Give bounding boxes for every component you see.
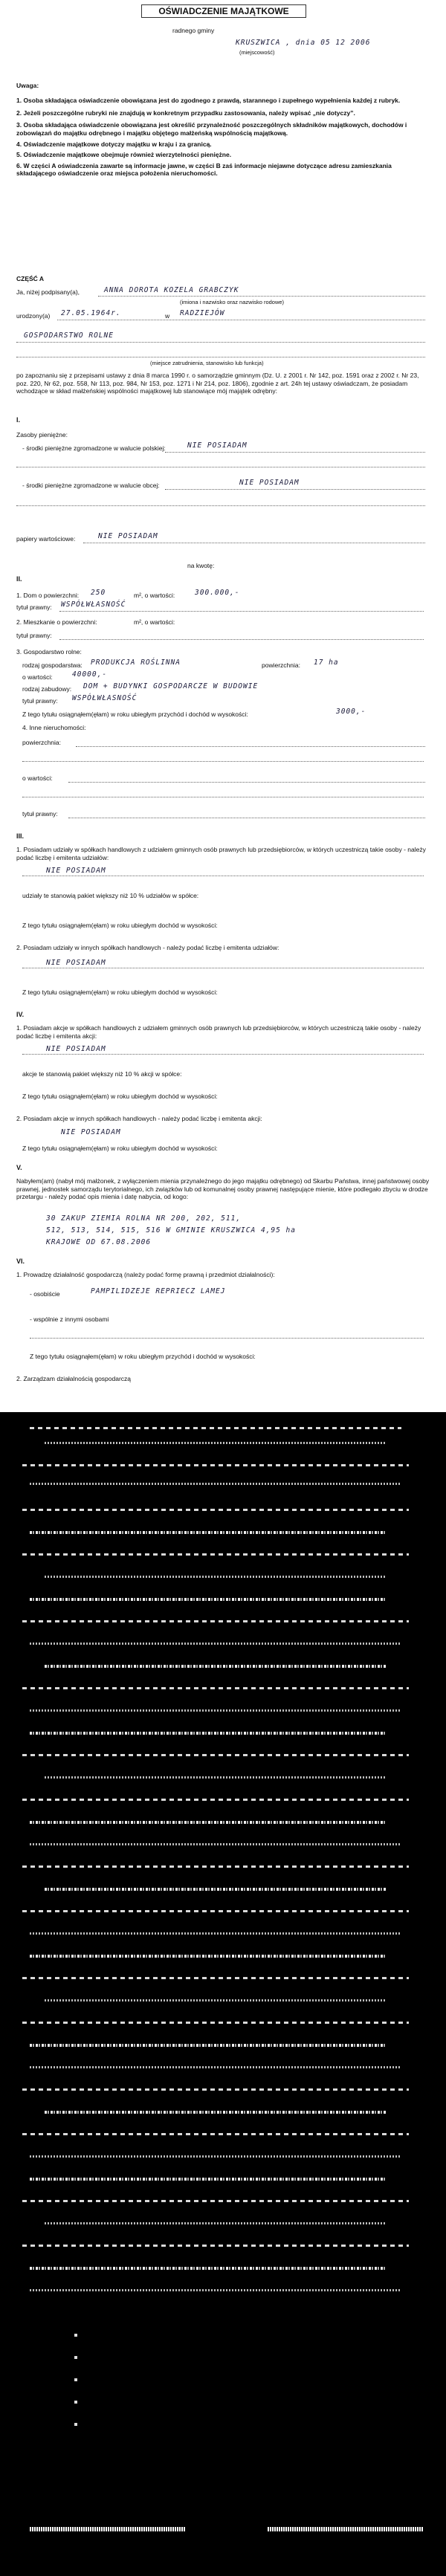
instruction-item: 1. Osoba składająca oświadczenie obowiązana jest do zgodnego z prawdą, starannego i zupełnego wypełnienia każdej z rubryk. [16,97,401,104]
amount-label: na kwotę: [187,562,215,569]
other-area-line [22,761,424,762]
iv-p1-pkt: akcje te stanowią pakiet większy niż 10 % akcji w spółce: [22,1070,182,1078]
scan-noise-line [30,1843,401,1845]
farm-type-label: rodzaj gospodarstwa: [22,661,83,669]
farm-income: 3000,- [336,708,366,716]
house-area: 250 [91,589,106,597]
farm-title-label: tytuł prawny: [22,697,58,705]
securities-value: NIE POSIADAM [98,532,158,540]
section-v-label: V. [16,1164,22,1171]
flat-value-label: m², o wartości: [134,618,175,626]
scan-noise-line [30,2289,401,2291]
born-date: 27.05.1964r. [61,309,121,317]
farm-value: 40000,- [72,670,108,679]
iv-p1: 1. Posiadam akcje w spółkach handlowych z udziałem gminnych osób prawnych lub przedsiębiorców, w których uczestniczą takie osoby - należy podać liczbę i emitenta akcji: [16,1024,421,1040]
scan-noise-line [22,1799,409,1801]
scan-noise-line [45,2111,387,2114]
scan-noise-line [30,2066,401,2068]
scan-noise-line [30,1932,401,1935]
vi-osobiscie-value: PAMPILIDZEJE REPRIECZ LAMEJ [91,1287,226,1295]
name-line [98,296,425,297]
house-label: 1. Dom o powierzchni: [16,592,80,599]
other-area-line [76,746,425,747]
scan-noise-line [30,1483,401,1485]
other-value-line [68,782,425,783]
vi-income: Z tego tytułu osiągnąłem(ęłam) w roku ubiegłym przychód i dochód w wysokości: [30,1353,256,1360]
flat-title-label: tytuł prawny: [16,632,52,639]
occupation-caption: (miejsce zatrudnienia, stanowisko lub funkcja) [150,360,264,366]
flat-label: 2. Mieszkanie o powierzchni: [16,618,97,626]
iv-p1-value: NIE POSIADAM [46,1045,106,1053]
scan-noise-line [22,1620,409,1622]
scan-noise-signature [30,2527,186,2531]
uwaga-label: Uwaga: [16,82,39,89]
farm-income-label: Z tego tytułu osiągnąłem(ęłam) w roku ubiegłym przychód i dochód w wysokości: [22,711,248,718]
iv-p1-income: Z tego tytułu osiągnąłem(ęłam) w roku ubiegłym dochód w wysokości: [22,1093,218,1100]
scan-noise-line [30,2267,387,2270]
scan-noise-dot [74,2356,77,2359]
house-title-label: tytuł prawny: [16,603,52,611]
cash-label: Zasoby pieniężne: [16,431,68,438]
other-area-label: powierzchnia: [22,739,61,746]
scan-noise-line [30,2044,387,2047]
foreign-line [16,505,425,506]
v-value-line1: 30 ZAKUP ZIEMIA ROLNA NR 200, 202, 511, [46,1214,242,1223]
foreign-value: NIE POSIADAM [239,479,300,487]
pln-line [165,452,425,453]
subtitle: radnego gminy [172,27,215,34]
scan-noise-line [22,2200,409,2202]
vi-p2: 2. Zarządzam działalnością gospodarczą [16,1375,132,1382]
buildings-label: rodzaj zabudowy: [22,685,72,693]
scan-noise-line [22,1687,409,1689]
pln-label: - środki pieniężne zgromadzone w walucie polskiej: [22,444,166,452]
place-date: KRUSZWICA , dnia 05 12 2006 [236,39,371,47]
instruction-item: 5. Oświadczenie majątkowe obejmuje również wierzytelności pieniężne. [16,151,232,159]
instruction-item: 6. W części A oświadczenia zawarte są informacje jawne, w części B zaś informacje niejawne dotyczące adresu zamieszkania składającego oświadczenie oraz miejsca położenia nieruchomości. [16,161,392,178]
iii-p1-value: NIE POSIADAM [46,867,106,875]
scan-noise-line [22,1754,409,1756]
declarant-name: ANNA DOROTA KOZELA GRABCZYK [104,286,239,294]
scan-noise-line [45,1665,387,1668]
section-i-label: I. [16,416,21,424]
scan-noise-line [30,1955,387,1958]
other-title-label: tytuł prawny: [22,810,58,818]
instruction-item: 3. Osoba składająca oświadczenie obowiązana jest określić przynależność poszczególnych składników majątkowych, dochodów i zobowiązań do majątku odrębnego i majątku objętego małżeńską wspólnością majątkową. [16,121,407,137]
pln-value: NIE POSIADAM [187,441,248,450]
born-in-label: w [165,312,170,320]
other-value-label: o wartości: [22,774,53,782]
scan-noise-line [22,2245,409,2247]
vi-osobiscie: - osobiście [30,1290,60,1298]
section-vi-label: VI. [16,1258,25,1265]
vi-wspolnie: - wspólnie z innymi osobami [30,1315,109,1323]
house-value-label: m², o wartości: [134,592,175,599]
scan-noise-signature [268,2527,424,2531]
farm-label: 3. Gospodarstwo rolne: [16,648,82,656]
iii-p1-pkt: udziały te stanowią pakiet większy niż 10 % udziałów w spółce: [22,892,199,899]
place-caption: (miejscowość) [239,49,275,56]
scan-noise-line [22,1464,409,1466]
iii-p2: 2. Posiadam udziały w innych spółkach handlowych - należy podać liczbę i emitenta udziałów: [16,944,279,951]
iii-p2-income: Z tego tytułu osiągnąłem(ęłam) w roku ubiegłym dochód w wysokości: [22,988,218,996]
scan-noise-line [22,1910,409,1912]
scan-noise-line [30,2178,387,2181]
buildings-value: DOM + BUDYNKI GOSPODARCZE W BUDOWIE [83,682,259,690]
scan-noise-line [22,2133,409,2135]
scan-noise-line [30,1732,387,1735]
flat-title-line [59,639,424,640]
iv-p2-value: NIE POSIADAM [61,1128,121,1136]
section-iv-label: IV. [16,1011,25,1018]
instruction-item: 2. Jeżeli poszczególne rubryki nie znajdują w konkretnym przypadku zastosowania, należy wpisać „nie dotyczy”. [16,109,355,117]
scan-noise-line [22,1865,409,1868]
iv-p2: 2. Posiadam akcje w innych spółkach handlowych - należy podać liczbę i emitenta akcji: [16,1115,262,1122]
born-prefix: urodzony(a) [16,312,51,320]
scan-noise-line [30,1427,401,1429]
vi-p1: 1. Prowadzę działalność gospodarczą (należy podać formę prawną i przedmiot działalności): [16,1271,275,1278]
farm-area-label: powierzchnia: [262,661,300,669]
scan-noise-dot [74,2401,77,2404]
house-value: 300.000,- [195,589,240,597]
iv-p1-line [22,1054,424,1055]
scan-noise-dot [74,2423,77,2426]
declarant-prefix: Ja, niżej podpisany(a), [16,288,80,296]
scan-noise-line [45,1776,387,1779]
scan-noise-line [30,1643,401,1645]
scan-noise-line [22,2022,409,2024]
scan-noise-line [22,2088,409,2091]
vi-line [30,1338,424,1339]
scan-noise-line [30,1598,387,1601]
farm-type: PRODUKCJA ROŚLINNA [91,658,181,667]
house-title: WSPÓŁWŁASNOŚĆ [61,601,126,609]
scan-noise-line [45,1576,387,1578]
other-label: 4. Inne nieruchomości: [22,724,86,731]
born-place: RADZIEJÓW [180,309,225,317]
scan-noise-line [45,2222,387,2224]
scan-noise-dot [74,2378,77,2381]
redacted-scan-area [0,1412,446,2576]
section-iii-label: III. [16,832,25,840]
securities-label: papiery wartościowe: [16,535,76,543]
scan-noise-line [30,1531,387,1534]
part-a-label: CZĘŚĆ A [16,275,44,282]
iii-p2-value: NIE POSIADAM [46,959,106,967]
v-value-line3: KRAJOWE OD 67.08.2006 [46,1238,152,1246]
scan-noise-line [45,1999,387,2001]
scan-noise-line [22,1553,409,1556]
iv-p2-income: Z tego tytułu osiągnąłem(ęłam) w roku ubiegłym dochód w wysokości: [22,1145,218,1152]
v-text: Nabyłem(am) (nabył mój małżonek, z wyłączeniem mienia przynależnego do jego majątku odrębnego) od Skarbu Państwa, innej państwowej osoby prawnej, jednostek samorządu terytorialnego, ich związków lub od komunalnej osoby prawnej następujące mienie, które podlegało zbyciu w drodze przetargu - należy podać opis mienia i datę nabycia, od kogo: [16,1177,430,1201]
instruction-item: 4. Oświadczenie majątkowe dotyczy majątku w kraju i za granicą. [16,140,212,148]
instructions-list [16,97,430,181]
name-caption: (imiona i nazwisko oraz nazwisko rodowe) [180,299,285,305]
scan-noise-line [22,1509,409,1511]
section-ii-label: II. [16,575,22,583]
iii-p1: 1. Posiadam udziały w spółkach handlowych z udziałem gminnych osób prawnych lub przedsiębiorców, w których uczestniczą takie osoby - należy podać liczbę i emitenta udziałów: [16,846,426,861]
farm-value-label: o wartości: [22,673,53,681]
farm-title: WSPÓŁWŁASNOŚĆ [72,694,138,702]
scan-noise-line [45,1442,387,1444]
v-value-line2: 512, 513, 514, 515, 516 W GMINIE KRUSZWICA 4,95 ha [46,1226,296,1234]
scan-noise-line [30,1821,387,1824]
occupation-line [16,342,425,343]
scan-noise-line [22,1977,409,1979]
occupation: GOSPODARSTWO ROLNE [24,331,114,340]
scan-noise-dot [74,2334,77,2337]
document-title: OŚWIADCZENIE MAJĄTKOWE [141,4,306,18]
scan-noise-line [30,2155,401,2158]
foreign-label: - środki pieniężne zgromadzone w walucie obcej: [22,482,160,489]
scan-noise-line [45,1888,387,1891]
foreign-line [165,489,425,490]
scan-noise-line [30,1709,401,1712]
house-title-line [59,611,424,612]
statement: po zapoznaniu się z przepisami ustawy z dnia 8 marca 1990 r. o samorządzie gminnym (Dz. U. z 2001 r. Nr 142, poz. 1591 oraz z 2002 r. Nr 23, poz. 220, Nr 62, poz. 558, Nr 113, poz. 984, Nr 153, poz. 1271 i Nr 214, poz. 1806), zgodnie z art. 24h tej ustawy oświadczam, że posiadam wchodzące w skład małżeńskiej wspólności majątkowej lub stanowiące mój majątek odrębny: [16,372,419,395]
farm-area: 17 ha [314,658,339,667]
iii-p1-income: Z tego tytułu osiągnąłem(ęłam) w roku ubiegłym dochód w wysokości: [22,922,218,929]
